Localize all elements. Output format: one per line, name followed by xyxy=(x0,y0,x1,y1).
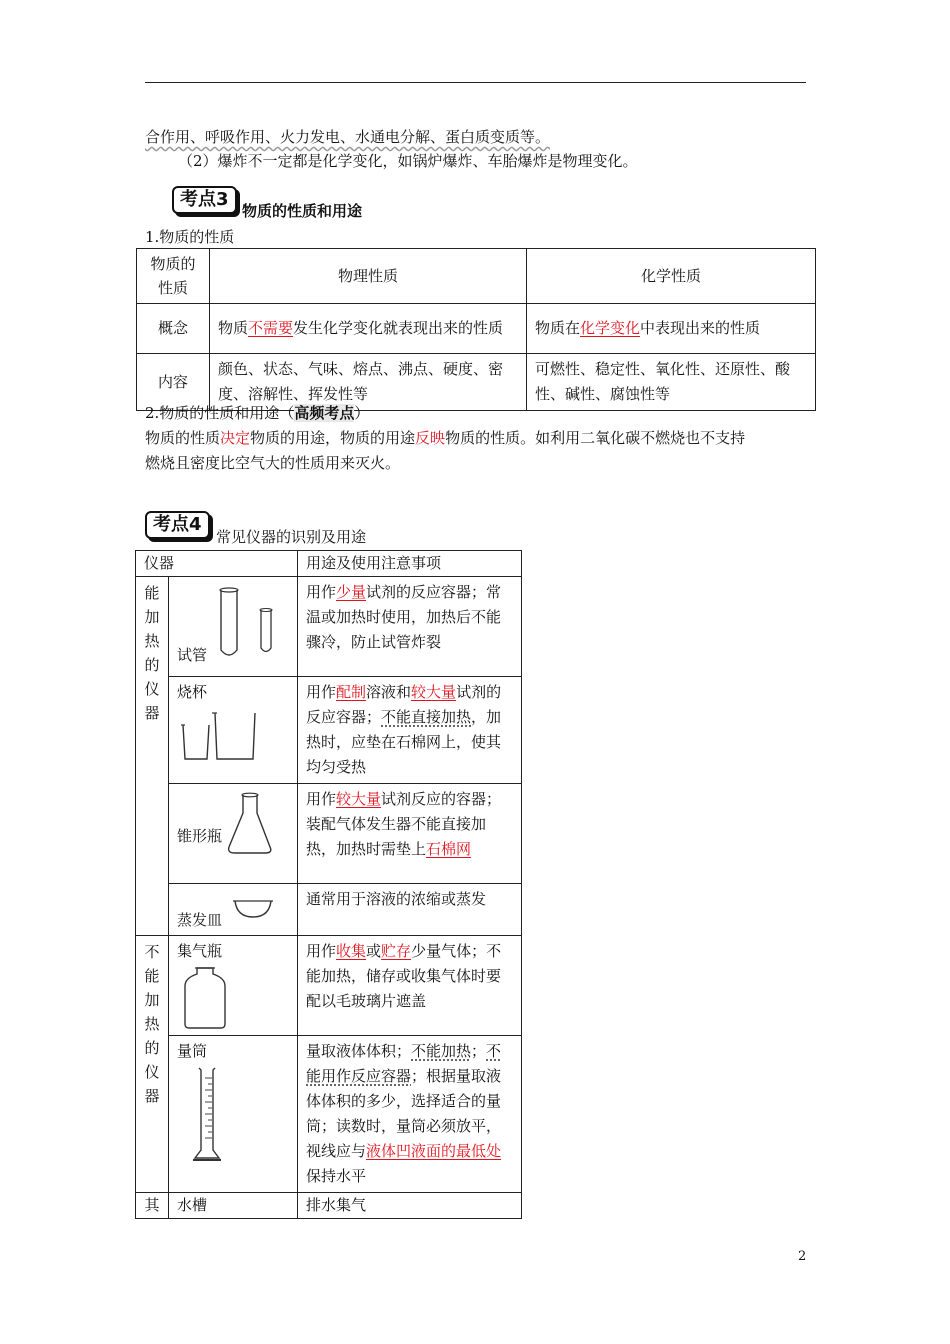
subheading-2: 2.物质的性质和用途（高频考点） xyxy=(145,404,370,422)
usage-beaker: 用作配制溶液和较大量试剂的反应容器；不能直接加热，加热时，应垫在石棉网上，使其均匀受热 xyxy=(298,677,522,784)
instrument-test-tube xyxy=(169,577,298,677)
instrument-measuring-cylinder xyxy=(169,1036,298,1193)
section-badge-3: 考点3 xyxy=(172,186,237,214)
usage-evaporating-dish: 通常用于溶液的浓缩或蒸发 xyxy=(298,884,522,936)
section-title-4: 常见仪器的识别及用途 xyxy=(216,528,367,546)
instrument-name: 锥形瓶 xyxy=(177,827,223,845)
instrument-gas-bottle xyxy=(169,936,298,1036)
usage-conical-flask: 用作较大量试剂反应的容器；装配气体发生器不能直接加热，加热时需垫上石棉网 xyxy=(298,784,522,884)
section-badge-4: 考点4 xyxy=(145,511,210,539)
instrument-name: 蒸发皿 xyxy=(177,911,223,929)
measuring-cylinder-icon xyxy=(177,1064,277,1174)
beaker-icon xyxy=(177,705,277,765)
group-label-other: 其 xyxy=(136,1193,169,1219)
section-title-3: 物质的性质和用途 xyxy=(242,202,363,220)
instrument-beaker xyxy=(169,677,298,784)
instrument-conical-flask xyxy=(169,784,298,884)
note-2: （2）爆炸不一定都是化学变化，如锅炉爆炸、车胎爆炸是物理变化。 xyxy=(178,152,638,170)
table-header-cell: 物理性质 xyxy=(210,249,527,304)
subheading-1: 1.物质的性质 xyxy=(145,228,235,246)
cell-chemical-concept: 物质在化学变化中表现出来的性质 xyxy=(527,304,816,354)
table-header-cell: 用途及使用注意事项 xyxy=(298,551,522,577)
row-label-concept: 概念 xyxy=(137,304,210,354)
paragraph-line-2: 燃烧且密度比空气大的性质用来灭火。 xyxy=(145,454,401,472)
high-frequency-tag: 高频考点 xyxy=(294,404,355,422)
instrument-trough: 水槽 xyxy=(169,1193,298,1219)
page-number: 2 xyxy=(798,1249,807,1264)
table-header-cell: 化学性质 xyxy=(527,249,816,304)
properties-table xyxy=(136,248,816,411)
continued-line: 合作用、呼吸作用、火力发电、水通电分解、蛋白质变质等。 xyxy=(145,128,551,146)
usage-test-tube: 用作少量试剂的反应容器；常温或加热时使用，加热后不能骤冷，防止试管炸裂 xyxy=(298,577,522,677)
header-rule xyxy=(145,82,806,83)
cell-chemical-content: 可燃性、稳定性、氧化性、还原性、酸性、碱性、腐蚀性等 xyxy=(527,354,816,411)
instrument-name: 烧杯 xyxy=(177,683,208,701)
row-label-content: 内容 xyxy=(137,354,210,411)
usage-trough: 排水集气 xyxy=(298,1193,522,1219)
paragraph-line-1: 物质的性质决定物质的用途，物质的用途反映物质的性质。如利用二氧化碳不燃烧也不支持 xyxy=(145,429,746,447)
instrument-name: 试管 xyxy=(177,646,208,664)
instrument-evaporating-dish xyxy=(169,884,298,936)
group-label-heatable: 能 加 热 的 仪 器 xyxy=(136,577,169,936)
instrument-name: 量筒 xyxy=(177,1042,208,1060)
table-header-cell: 仪器 xyxy=(136,551,298,577)
group-label-non-heatable: 不 能 加 热 的 仪 器 xyxy=(136,936,169,1193)
usage-measuring-cylinder: 量取液体体积；不能加热；不能用作反应容器；根据量取液体体积的多少，选择适合的量筒；读数时，量筒必须放平，视线应与液体凹液面的最低处保持水平 xyxy=(298,1036,522,1193)
usage-gas-bottle: 用作收集或贮存少量气体；不能加热，储存或收集气体时要配以毛玻璃片遮盖 xyxy=(298,936,522,1036)
cell-physical-concept: 物质不需要发生化学变化就表现出来的性质 xyxy=(210,304,527,354)
instruments-table xyxy=(135,550,522,1219)
instrument-name: 集气瓶 xyxy=(177,942,223,960)
gas-bottle-icon xyxy=(177,964,277,1030)
table-header-cell: 物质的性质 xyxy=(137,249,210,304)
cell-physical-content: 颜色、状态、气味、熔点、沸点、硬度、密度、溶解性、挥发性等 xyxy=(210,354,527,411)
